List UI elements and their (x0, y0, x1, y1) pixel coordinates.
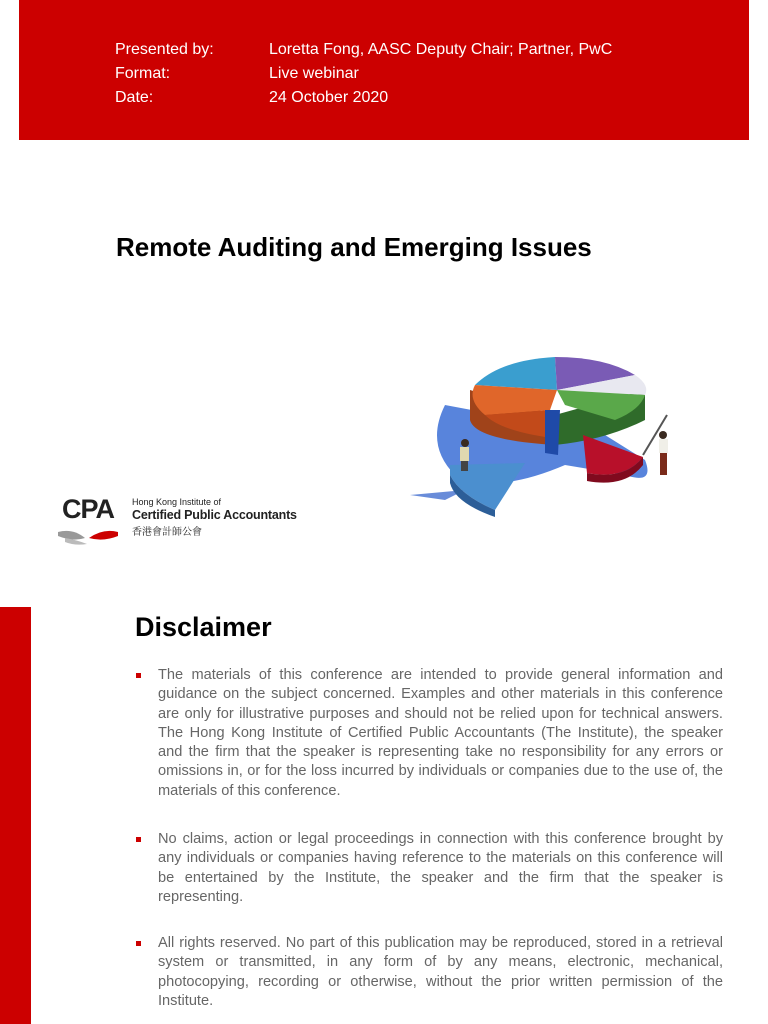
header-band (19, 0, 749, 140)
format-value: Live webinar (269, 65, 359, 82)
presenter-value: Loretta Fong, AASC Deputy Chair; Partner, PwC (269, 41, 613, 58)
org-name-chinese: 香港會計師公會 (132, 527, 202, 538)
pie-chart-illustration (405, 345, 690, 525)
presenter-label: Presented by: (115, 41, 214, 58)
format-label: Format: (115, 65, 171, 82)
cpa-logo (55, 494, 305, 548)
presentation-title: Remote Auditing and Emerging Issues (116, 232, 592, 262)
disclaimer-item: All rights reserved. No part of this publication may be reproduced, stored in a retrieval system or transmitted, in any form of by any means, electronic, mechanical, photocopying, recording or otherwise, without the prior written permission of the Institute. (158, 935, 723, 1009)
red-side-bar (0, 607, 31, 1024)
org-name-line2: Certified Public Accountants (132, 508, 297, 522)
org-name-line1: Hong Kong Institute of (132, 497, 222, 507)
disclaimer-item: The materials of this conference are intended to provide general information and guidance on the subject concerned. Examples and other materials in this conference are only for illustrative purposes and should not be relied upon for technical answers. The Hong Kong Institute of Certified Public Accountants (The Institute), the speaker and the firm that the speaker is representing take no responsibility for any errors or omissions in, or for the loss incurred by individuals or companies due to the use of, the materials of this conference. (158, 667, 723, 799)
date-label: Date: (115, 89, 154, 106)
date-value: 24 October 2020 (269, 89, 389, 106)
bullet-marker (136, 941, 141, 946)
cpa-mark-text: CPA (62, 494, 115, 524)
disclaimer-heading: Disclaimer (135, 612, 272, 642)
disclaimer-item: No claims, action or legal proceedings in connection with this conference brought by any individuals or companies having reference to the materials on this conference will be entertained by the Institute, the speaker and the firm that the speaker is representing. (158, 831, 723, 905)
bullet-marker (136, 673, 141, 678)
bullet-marker (136, 837, 141, 842)
